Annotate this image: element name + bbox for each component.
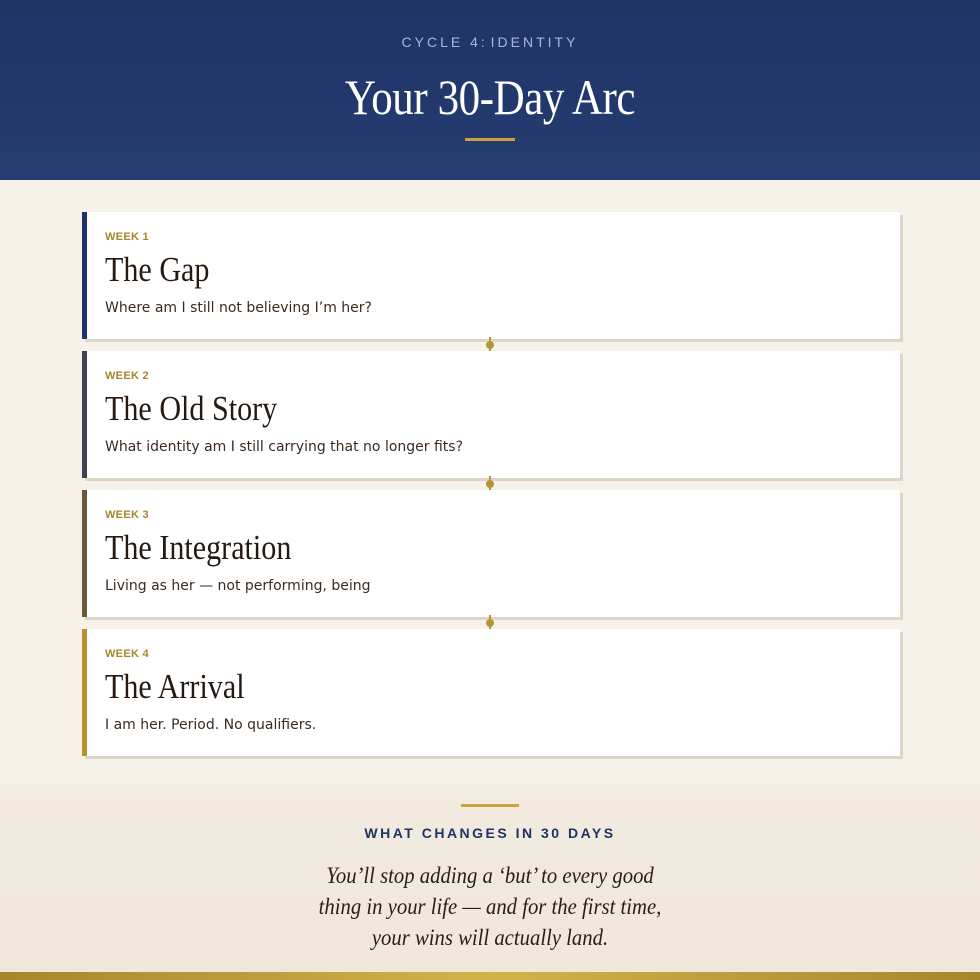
footer-divider (461, 804, 519, 807)
week-label: WEEK 3 (105, 509, 149, 521)
connector-dot-icon (486, 619, 494, 627)
footer-summary (0, 784, 980, 980)
connector-dot-icon (486, 341, 494, 349)
week-card-3 (82, 490, 900, 617)
title-divider (465, 138, 515, 141)
page-title: Your 30-Day Arc (344, 69, 636, 125)
week-question: Living as her — not performing, being (105, 578, 371, 594)
header-banner (0, 0, 980, 180)
week-accent-bar (82, 351, 87, 478)
footer-quote: You’ll stop adding a ‘but’ to every good thing in your life — and for the first time, your wins will actually land. (318, 863, 662, 950)
week-label: WEEK 2 (105, 370, 149, 382)
cycle-eyebrow: CYCLE 4: IDENTITY (401, 34, 579, 50)
week-label: WEEK 4 (105, 648, 149, 660)
week-label: WEEK 1 (105, 231, 149, 243)
week-question: Where am I still not believing I’m her? (105, 300, 372, 316)
cycle-label: CYCLE 4 (401, 34, 481, 50)
cycle-topic: IDENTITY (490, 34, 579, 50)
week-question: What identity am I still carrying that no longer fits? (105, 439, 464, 455)
week-card-2 (82, 351, 900, 478)
week-question: I am her. Period. No qualifiers. (105, 717, 317, 733)
week-title: The Arrival (105, 667, 245, 706)
week-title: The Gap (105, 250, 210, 289)
week-title: The Old Story (105, 389, 278, 428)
week-accent-bar (82, 212, 87, 339)
week-accent-bar (82, 629, 87, 756)
week-card-1 (82, 212, 900, 339)
timeline-connector (489, 337, 491, 351)
week-accent-bar (82, 490, 87, 617)
timeline-connector (489, 476, 491, 490)
week-title: The Integration (105, 528, 292, 567)
footer-heading: WHAT CHANGES IN 30 DAYS (364, 825, 616, 841)
week-card-4 (82, 629, 900, 756)
connector-dot-icon (486, 480, 494, 488)
timeline-connector (489, 615, 491, 629)
bottom-gold-bar (0, 972, 980, 980)
